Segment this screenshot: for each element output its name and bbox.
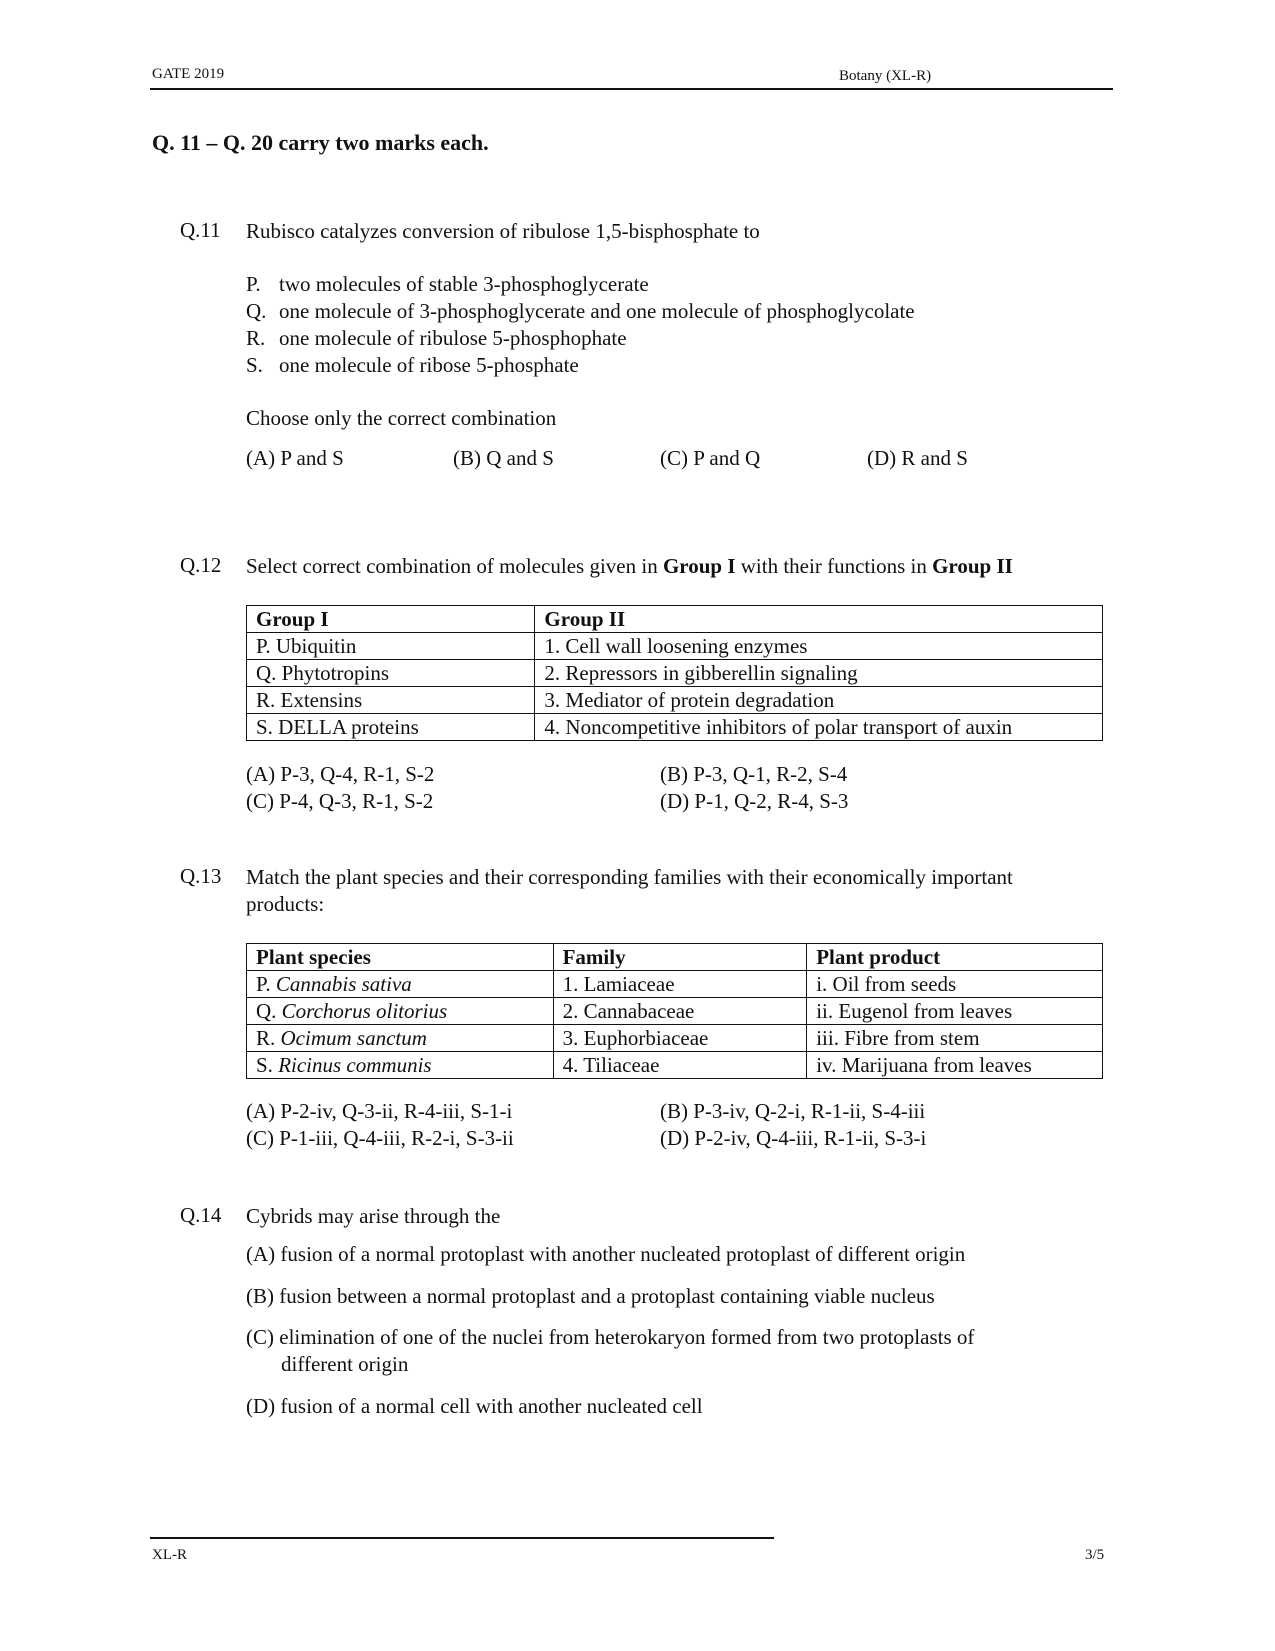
table-header-cell: Group I: [247, 606, 535, 633]
table-row: [247, 714, 1103, 741]
species-prefix: S.: [256, 1053, 279, 1077]
table-cell: 1. Lamiaceae: [553, 971, 807, 998]
q11-option-b[interactable]: (B) Q and S: [453, 446, 554, 470]
table-row: [247, 998, 1103, 1025]
q11-instruction: Choose only the correct combination: [246, 406, 557, 430]
table-cell: [247, 1025, 554, 1052]
q11-option-a[interactable]: (A) P and S: [246, 446, 344, 470]
header-rule: [150, 88, 1113, 90]
q11-statement: [246, 325, 915, 352]
q13-option-b[interactable]: (B) P-3-iv, Q-2-i, R-1-ii, S-4-iii: [660, 1099, 926, 1123]
q13-option-c[interactable]: (C) P-1-iii, Q-4-iii, R-2-i, S-3-ii: [246, 1126, 514, 1150]
q14-option-b[interactable]: (B) fusion between a normal protoplast and a protoplast containing viable nucleus: [246, 1284, 935, 1308]
species-prefix: R.: [256, 1026, 281, 1050]
q14-number: Q.14: [180, 1203, 222, 1227]
q13-option-d[interactable]: (D) P-2-iv, Q-4-iii, R-1-ii, S-3-i: [660, 1126, 927, 1150]
table-row: [247, 633, 1103, 660]
q11-option-d[interactable]: (D) R and S: [867, 446, 968, 470]
table-cell: iii. Fibre from stem: [807, 1025, 1103, 1052]
q12-table: [246, 605, 1103, 741]
statement-text: one molecule of 3-phosphoglycerate and one molecule of phosphoglycolate: [279, 299, 915, 323]
table-cell: S. DELLA proteins: [247, 714, 535, 741]
q13-table: [246, 943, 1103, 1079]
table-cell: [247, 998, 554, 1025]
table-header-cell: Plant product: [807, 944, 1103, 971]
q12-group-i-bold: Group I: [662, 554, 736, 578]
species-prefix: P.: [256, 972, 276, 996]
table-cell: 4. Tiliaceae: [553, 1052, 807, 1079]
section-title: Q. 11 – Q. 20 carry two marks each.: [152, 130, 489, 155]
header-right: Botany (XL-R): [839, 68, 932, 84]
header-left: GATE 2019: [152, 66, 225, 82]
table-header-row: [247, 606, 1103, 633]
table-cell: 4. Noncompetitive inhibitors of polar transport of auxin: [535, 714, 1103, 741]
footer-left: XL-R: [152, 1547, 187, 1563]
table-cell: 2. Cannabaceae: [553, 998, 807, 1025]
species-name: Cannabis sativa: [275, 972, 412, 996]
q12-option-b[interactable]: (B) P-3, Q-1, R-2, S-4: [660, 762, 848, 786]
q12-text: [246, 553, 1013, 580]
table-header-cell: Family: [553, 944, 807, 971]
q11-text: Rubisco catalyzes conversion of ribulose 1,5-bisphosphate to: [246, 219, 760, 243]
q12-option-c[interactable]: (C) P-4, Q-3, R-1, S-2: [246, 789, 434, 813]
table-cell: iv. Marijuana from leaves: [807, 1052, 1103, 1079]
table-row: [247, 687, 1103, 714]
statement-label: R.: [246, 326, 266, 350]
q11-statements: [246, 271, 915, 379]
table-cell: [247, 1052, 554, 1079]
q11-statement: [246, 352, 915, 379]
table-row: [247, 1052, 1103, 1079]
q13-text-line: products:: [246, 892, 325, 916]
q13-option-a[interactable]: (A) P-2-iv, Q-3-ii, R-4-iii, S-1-i: [246, 1099, 513, 1123]
q11-number: Q.11: [180, 218, 221, 242]
species-prefix: Q.: [256, 999, 282, 1023]
q11-statement: [246, 298, 915, 325]
table-row: [247, 660, 1103, 687]
species-name: Ocimum sanctum: [280, 1026, 427, 1050]
q12-option-d[interactable]: (D) P-1, Q-2, R-4, S-3: [660, 789, 849, 813]
table-row: [247, 971, 1103, 998]
q13-number: Q.13: [180, 864, 222, 888]
table-row: [247, 1025, 1103, 1052]
species-name: Corchorus olitorius: [281, 999, 448, 1023]
q14-option-c-continued: different origin: [281, 1352, 409, 1376]
table-header-cell: Group II: [535, 606, 1103, 633]
q14-option-c[interactable]: (C) elimination of one of the nuclei from heterokaryon formed from two protoplasts of: [246, 1325, 975, 1349]
q13-text: [246, 864, 1013, 918]
table-cell: i. Oil from seeds: [807, 971, 1103, 998]
statement-label: S.: [246, 353, 263, 377]
footer-rule: [150, 1537, 774, 1539]
table-cell: R. Extensins: [247, 687, 535, 714]
table-header-cell: Plant species: [247, 944, 554, 971]
q11-option-c[interactable]: (C) P and Q: [660, 446, 761, 470]
statement-label: P.: [246, 272, 261, 296]
table-cell: ii. Eugenol from leaves: [807, 998, 1103, 1025]
statement-text: one molecule of ribulose 5-phosphophate: [279, 326, 627, 350]
q14-option-a[interactable]: (A) fusion of a normal protoplast with another nucleated protoplast of different origin: [246, 1242, 966, 1266]
q11-statement: [246, 271, 915, 298]
q14-text: Cybrids may arise through the: [246, 1204, 501, 1228]
table-cell: Q. Phytotropins: [247, 660, 535, 687]
footer-page-number: 3/5: [1085, 1547, 1105, 1563]
statement-text: one molecule of ribose 5-phosphate: [279, 353, 579, 377]
species-name: Ricinus communis: [278, 1053, 432, 1077]
q12-group-ii-bold: Group II: [932, 554, 1013, 578]
table-cell: 3. Euphorbiaceae: [553, 1025, 807, 1052]
table-cell: [247, 971, 554, 998]
table-cell: 3. Mediator of protein degradation: [535, 687, 1103, 714]
q12-number: Q.12: [180, 553, 222, 577]
q12-text-part: Select correct combination of molecules given in: [246, 554, 663, 578]
q12-text-part: with their functions in: [735, 554, 933, 578]
statement-label: Q.: [246, 299, 267, 323]
q14-option-d[interactable]: (D) fusion of a normal cell with another nucleated cell: [246, 1394, 703, 1418]
q13-text-line: Match the plant species and their corresponding families with their economically important: [246, 865, 1013, 889]
statement-text: two molecules of stable 3-phosphoglycerate: [279, 272, 649, 296]
table-cell: 2. Repressors in gibberellin signaling: [535, 660, 1103, 687]
table-cell: 1. Cell wall loosening enzymes: [535, 633, 1103, 660]
table-cell: P. Ubiquitin: [247, 633, 535, 660]
q12-option-a[interactable]: (A) P-3, Q-4, R-1, S-2: [246, 762, 435, 786]
table-header-row: [247, 944, 1103, 971]
